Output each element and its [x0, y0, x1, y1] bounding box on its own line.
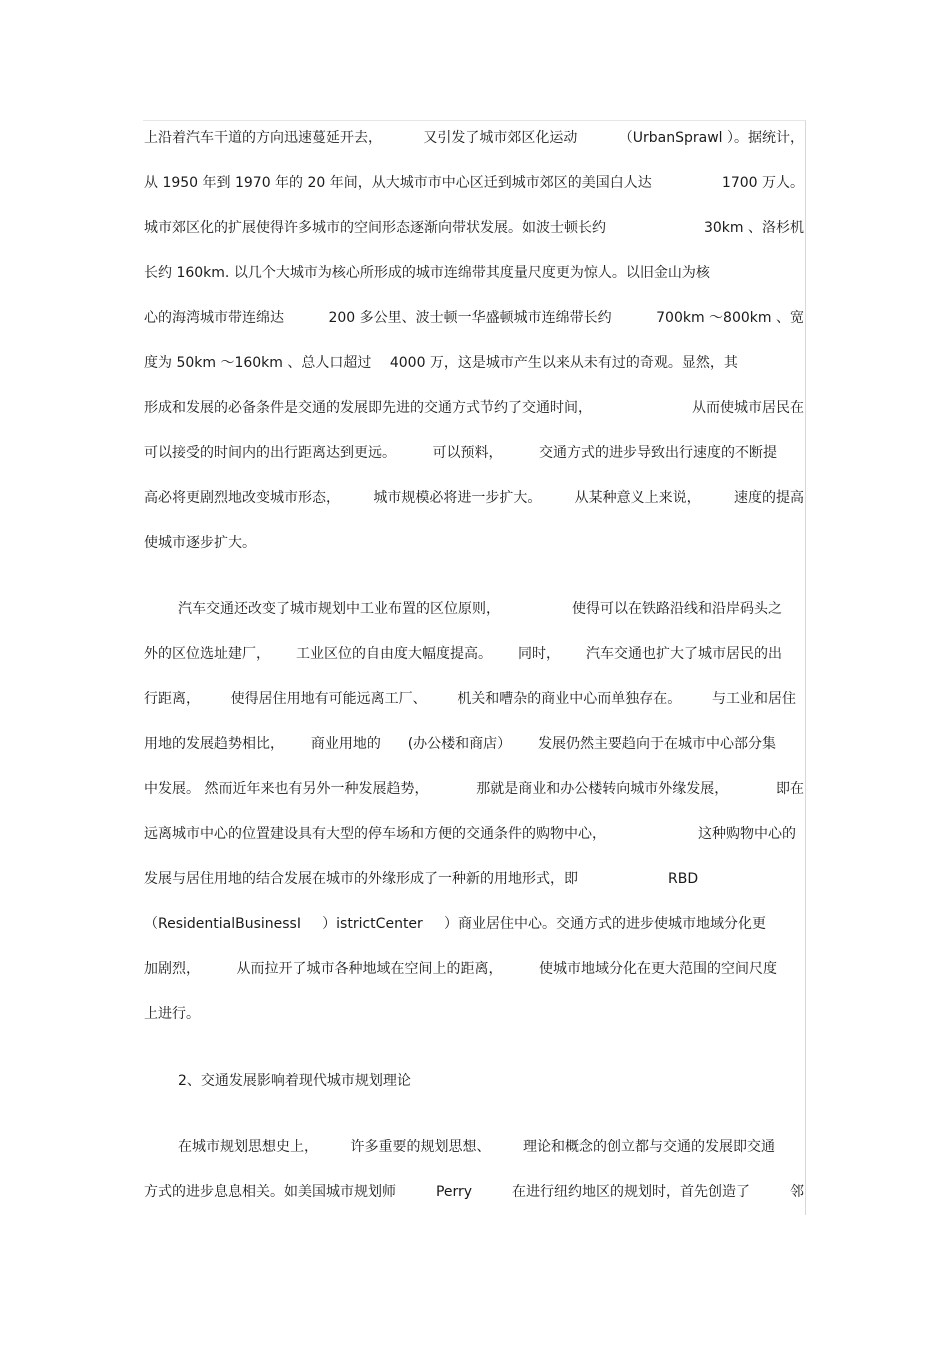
- text-line: [144, 398, 804, 418]
- text-segment: ）商业居住中心。交通方式的进步使城市地域分化更: [443, 916, 766, 932]
- text-line: [144, 308, 804, 328]
- text-line: [144, 959, 777, 979]
- page-frame: [143, 120, 806, 1215]
- text-segment: 心的海湾城市带连绵达: [144, 310, 284, 326]
- text-line: [144, 218, 804, 238]
- text-segment: 远离城市中心的位置建设具有大型的停车场和方便的交通条件的购物中心，: [144, 826, 606, 842]
- text-segment: 与工业和居住: [711, 691, 796, 707]
- text-segment: 使城市逐步扩大。: [144, 535, 256, 551]
- text-segment: 汽车交通还改变了城市规划中工业布置的区位原则，: [178, 601, 500, 617]
- text-segment: 高必将更剧烈地改变城市形态，: [144, 490, 340, 506]
- text-segment: Perry: [435, 1184, 473, 1200]
- text-segment: 200 多公里、波士顿一华盛顿城市连绵带长约: [328, 310, 612, 326]
- text-line: [144, 1004, 804, 1024]
- text-line: [144, 173, 804, 193]
- text-segment: 城市规模必将进一步扩大。: [373, 490, 542, 506]
- text-segment: 发展与居住用地的结合发展在城市的外缘形成了一种新的用地形式，即: [144, 871, 578, 887]
- text-segment: 理论和概念的创立都与交通的发展即交通: [523, 1139, 775, 1155]
- text-segment: 外的区位选址建厂，: [144, 646, 270, 662]
- text-line: [144, 263, 804, 283]
- text-segment: 许多重要的规划思想、: [350, 1139, 491, 1155]
- text-segment: 城市郊区化的扩展使得许多城市的空间形态逐渐向带状发展。如波士顿长约: [144, 220, 606, 236]
- text-segment: 从某种意义上来说，: [574, 490, 701, 506]
- text-segment: 这种购物中心的: [698, 826, 796, 842]
- text-segment: 发展仍然主要趋向于在城市中心部分集: [538, 736, 776, 752]
- text-segment: 加剧烈，: [144, 961, 200, 977]
- text-line: [144, 779, 804, 799]
- text-segment: 使城市地域分化在更大范围的空间尺度: [539, 961, 777, 977]
- text-segment: 使得居住用地有可能远离工厂、: [230, 691, 427, 707]
- text-segment: 方式的进步息息相关。如美国城市规划师: [144, 1184, 396, 1200]
- text-line: [144, 443, 777, 463]
- text-line: [144, 1182, 804, 1202]
- text-segment: 中发展。 然而近年来也有另外一种发展趋势，: [144, 781, 429, 797]
- text-segment: 邻: [789, 1184, 804, 1200]
- text-segment: 在城市规划思想史上，: [178, 1139, 318, 1155]
- text-line: [144, 869, 804, 889]
- text-segment: 30km 、洛杉机: [703, 220, 804, 236]
- text-segment: 使得可以在铁路沿线和沿岸码头之: [572, 601, 782, 617]
- text-segment: RBD: [668, 871, 699, 887]
- text-segment: 从 1950 年到 1970 年的 20 年间，从大城市市中心区迁到城市郊区的美国白人达: [144, 175, 652, 191]
- text-segment: 形成和发展的必备条件是交通的发展即先进的交通方式节约了交通时间，: [144, 400, 592, 416]
- text-segment: 从而使城市居民在: [692, 400, 804, 416]
- text-line: [144, 1137, 775, 1157]
- text-line: [144, 533, 804, 553]
- section-heading: [144, 1071, 804, 1091]
- text-segment: 上沿着汽车干道的方向迅速蔓延开去，: [144, 130, 382, 146]
- text-line: [144, 488, 804, 508]
- text-line: [144, 353, 804, 373]
- text-segment: 又引发了城市郊区化运动: [423, 130, 578, 146]
- text-segment: 长约 160km. 以几个大城市为核心所形成的城市连绵带其度量尺度更为惊人。以旧金山为核: [144, 265, 710, 281]
- text-segment: 那就是商业和办公楼转向城市外缘发展，: [476, 781, 729, 797]
- text-segment: (办公楼和商店）: [407, 736, 512, 752]
- text-segment: 行距离，: [144, 691, 200, 707]
- text-line: [144, 599, 782, 619]
- text-line: [144, 824, 796, 844]
- text-segment: 机关和嘈杂的商业中心而单独存在。: [457, 691, 682, 707]
- text-segment: 可以预料，: [432, 445, 503, 461]
- text-segment: 工业区位的自由度大幅度提高。: [296, 646, 492, 662]
- text-segment: 700km ～800km 、宽: [656, 310, 804, 326]
- text-segment: 即在: [775, 781, 804, 797]
- text-segment: 速度的提高: [733, 490, 804, 506]
- text-segment: 可以接受的时间内的出行距离达到更远。: [144, 445, 396, 461]
- text-segment: 交通方式的进步导致出行速度的不断提: [539, 445, 777, 461]
- text-segment: （UrbanSprawl ）。据统计，: [618, 130, 804, 146]
- text-line: [144, 128, 804, 148]
- text-segment: 商业用地的: [310, 736, 381, 752]
- text-segment: 汽车交通也扩大了城市居民的出: [586, 646, 782, 662]
- text-segment: ）istrictCenter: [322, 916, 423, 932]
- text-line: [144, 734, 776, 754]
- heading-text: 2、交通发展影响着现代城市规划理论: [178, 1073, 411, 1089]
- text-segment: 在进行纽约地区的规划时，首先创造了: [512, 1184, 751, 1200]
- text-segment: （ResidentialBusinessI: [144, 916, 301, 932]
- text-segment: 上进行。: [144, 1006, 200, 1022]
- text-segment: 同时，: [518, 646, 560, 662]
- text-segment: 1700 万人。: [721, 175, 804, 191]
- text-line: [144, 914, 766, 934]
- text-segment: 度为 50km ～160km 、总人口超过: [144, 355, 372, 371]
- text-segment: 用地的发展趋势相比，: [144, 736, 284, 752]
- text-line: [144, 644, 782, 664]
- text-line: [144, 689, 796, 709]
- text-segment: 从而拉开了城市各种地域在空间上的距离，: [236, 961, 503, 977]
- text-segment: 4000 万，这是城市产生以来从未有过的奇观。显然，其: [389, 355, 738, 371]
